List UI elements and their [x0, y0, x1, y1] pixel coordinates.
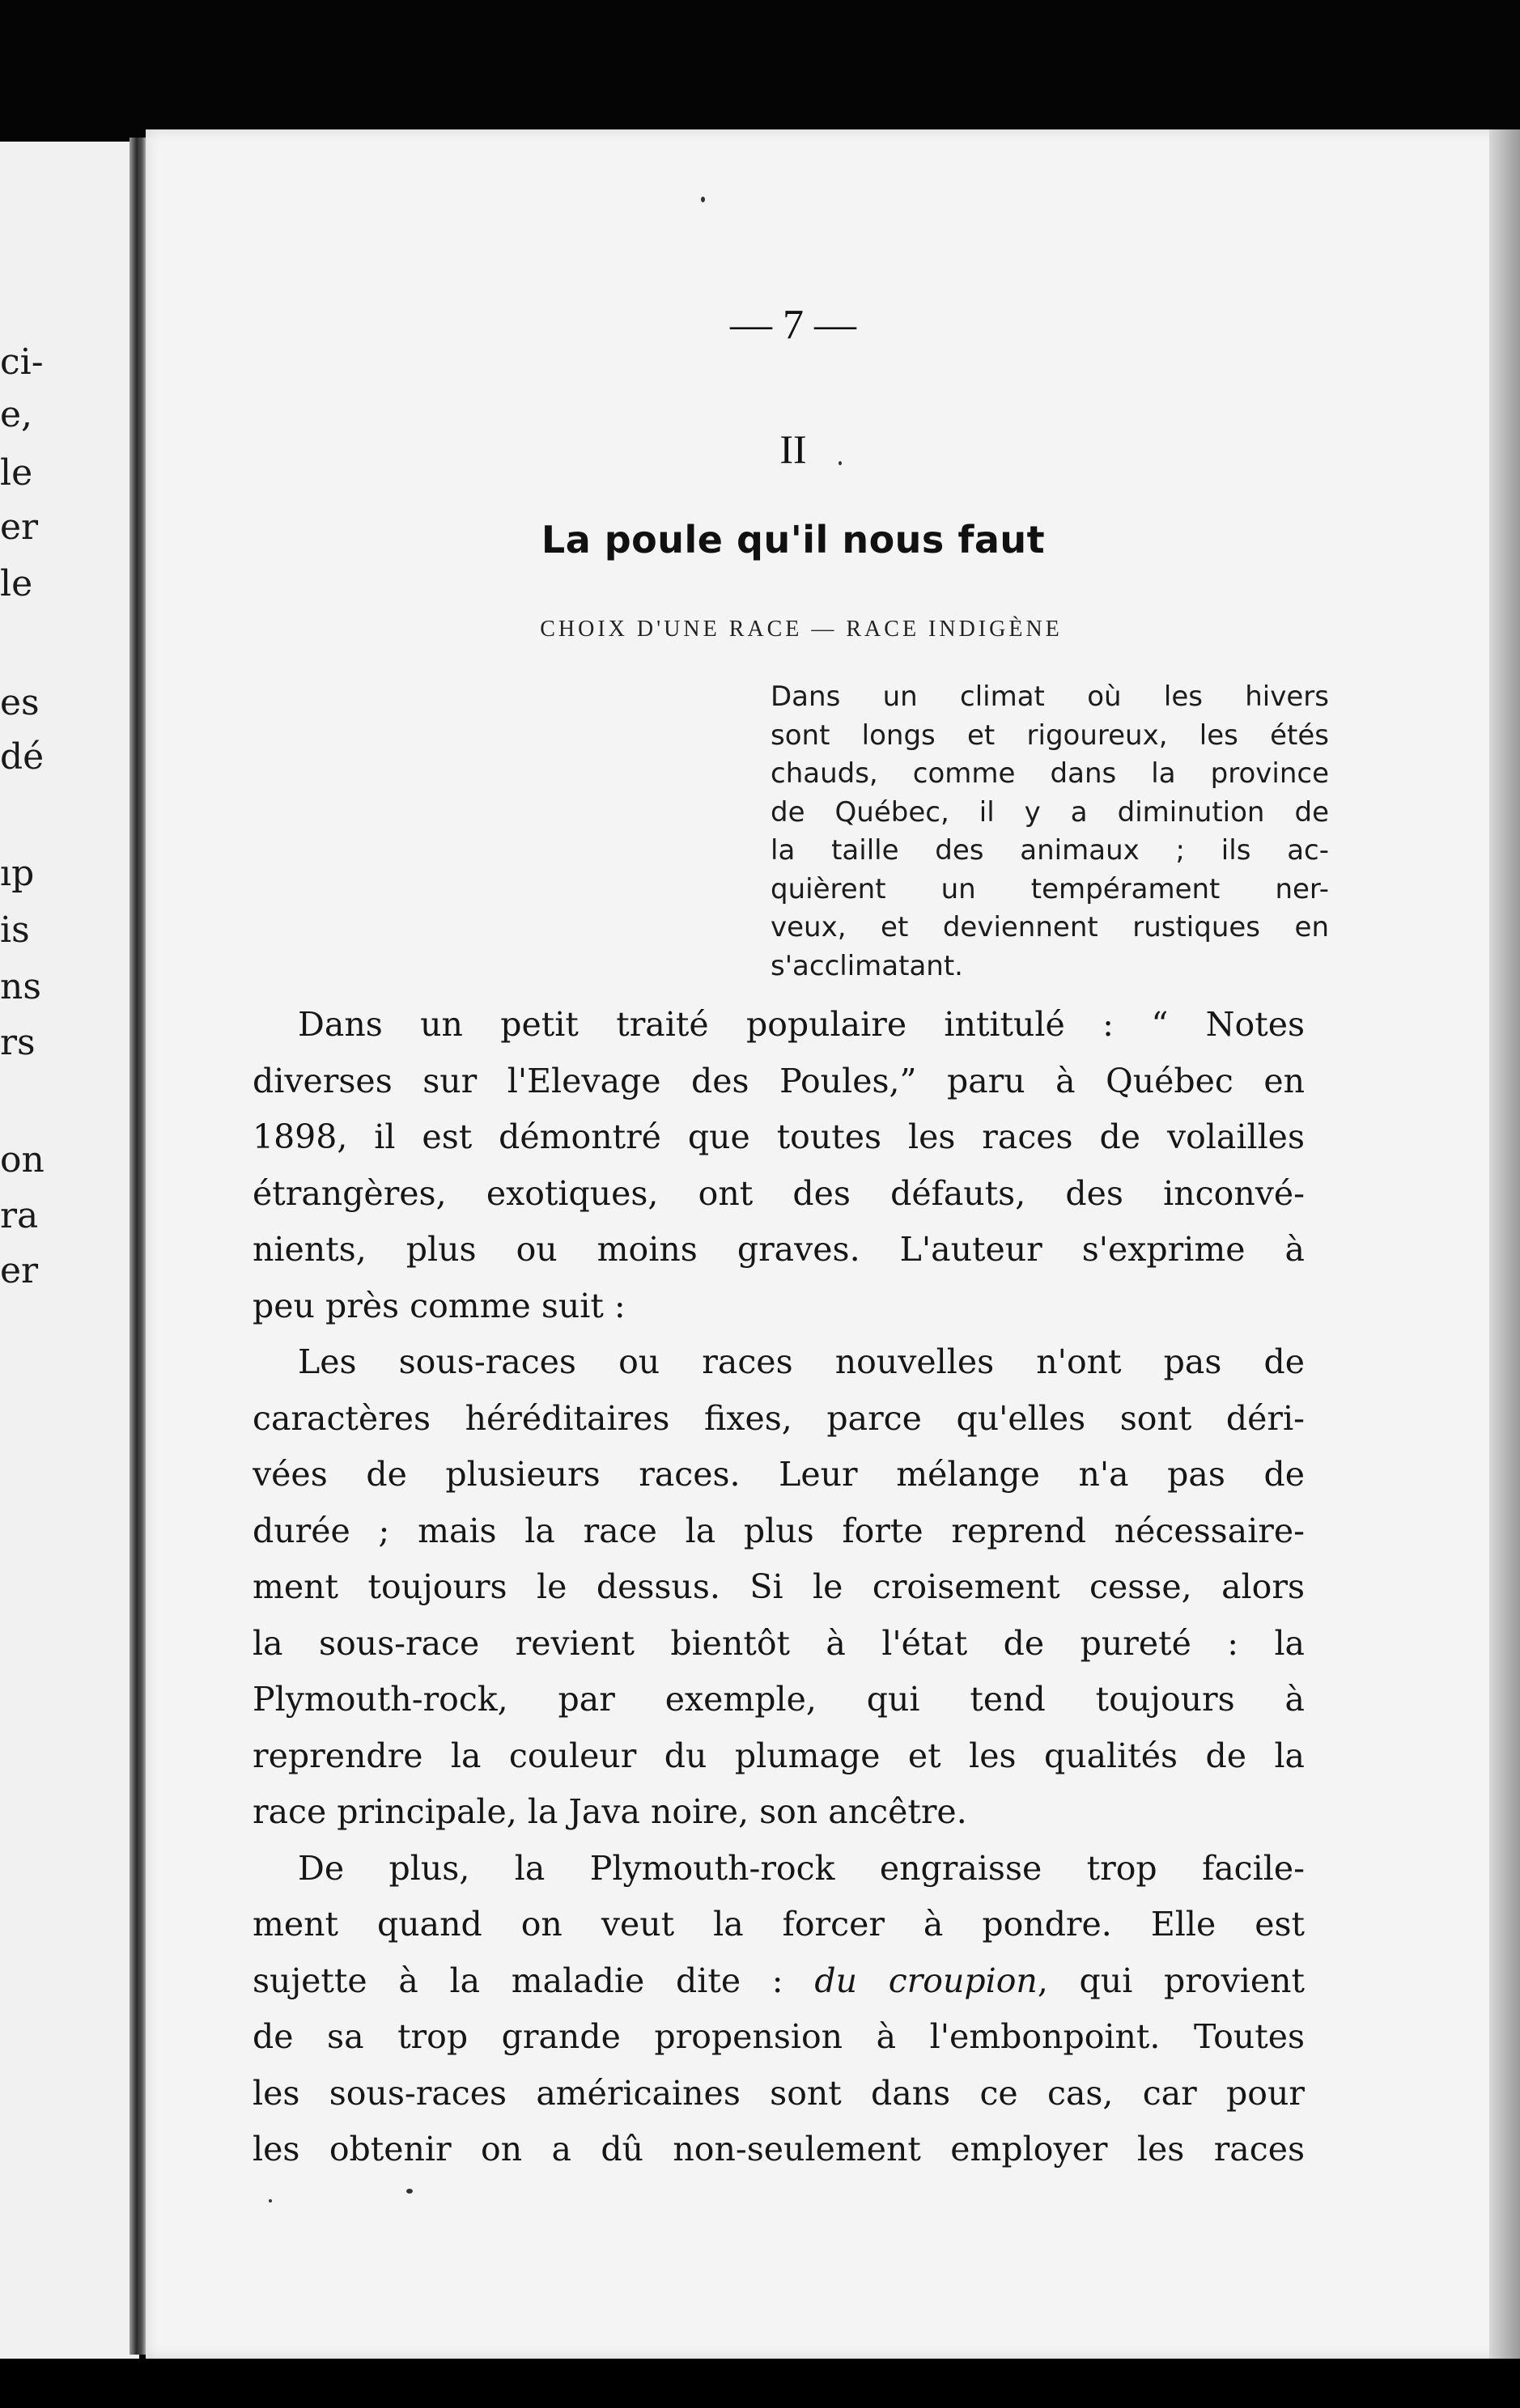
scan-bottom-margin	[0, 2359, 1520, 2408]
left-page-fragment: e,	[0, 394, 33, 435]
page-number: — 7 —	[730, 302, 856, 348]
book-gutter	[129, 138, 147, 2355]
epigraph-line: Dans un climat où les hivers	[771, 680, 1329, 713]
italic-term: du croupion	[814, 1961, 1038, 2000]
body-text-run: , qui provient	[1037, 1961, 1305, 2000]
body-line	[253, 1953, 1305, 2010]
body-line: caractères héréditaires fixes, parce qu'elles sont déri-	[253, 1398, 1305, 1438]
left-page-fragment: es	[0, 682, 40, 723]
left-page-fragment: ci-	[0, 341, 44, 383]
epigraph-line: sont longs et rigoureux, les étés	[771, 719, 1329, 752]
left-page-fragment: ra	[0, 1195, 39, 1236]
body-line: la sous-race revient bientôt à l'état de pureté : la	[253, 1623, 1305, 1663]
page-right-edge	[1489, 129, 1520, 2359]
body-line: vées de plusieurs races. Leur mélange n'a pas de	[253, 1455, 1305, 1494]
epigraph-line: quièrent un tempérament ner-	[771, 872, 1329, 905]
body-line: ment quand on veut la forcer à pondre. Elle est	[253, 1905, 1305, 1944]
scan-speck	[701, 197, 705, 202]
left-page-fragment: dé	[0, 736, 45, 778]
body-text-run: sujette à la maladie dite :	[253, 1961, 815, 2000]
left-page-fragment: ns	[0, 966, 41, 1007]
chapter-numeral: II	[779, 426, 807, 472]
epigraph-line: veux, et deviennent rustiques en	[771, 911, 1329, 943]
body-line: Les sous-races ou races nouvelles n'ont pas de	[298, 1342, 1305, 1381]
left-page-fragment: le	[0, 452, 33, 494]
body-line: peu près comme suit :	[253, 1286, 626, 1325]
epigraph-line: de Québec, il y a diminution de	[771, 795, 1329, 829]
body-line: Dans un petit traité populaire intitulé : “ Notes	[298, 1005, 1305, 1044]
chapter-title: La poule qu'il nous faut	[541, 518, 1046, 562]
body-line: les sous-races américaines sont dans ce cas, car pour	[253, 2073, 1305, 2113]
left-page-fragment: is	[0, 909, 30, 951]
body-line: 1898, il est démontré que toutes les races de volailles	[253, 1117, 1305, 1156]
epigraph-line: la taille des animaux ; ils ac-	[771, 834, 1329, 867]
epigraph-line: s'acclimatant.	[771, 949, 963, 982]
body-line: ment toujours le dessus. Si le croisement cesse, alors	[253, 1567, 1305, 1606]
scan-speck	[269, 2199, 272, 2202]
body-line: reprendre la couleur du plumage et les qualités de la	[253, 1736, 1305, 1775]
left-page-fragment: ıp	[0, 853, 35, 894]
body-line: De plus, la Plymouth-rock engraisse trop facile-	[298, 1848, 1305, 1888]
epigraph-line: chauds, comme dans la province	[771, 757, 1329, 790]
scan-speck	[839, 461, 842, 465]
left-page-fragment: er	[0, 507, 39, 548]
body-line: durée ; mais la race la plus forte reprend nécessaire-	[253, 1511, 1305, 1550]
body-line: étrangères, exotiques, ont des défauts, des inconvé-	[253, 1173, 1305, 1213]
left-page-fragment: on	[0, 1139, 45, 1181]
body-line: race principale, la Java noire, son ancêtre.	[253, 1792, 967, 1831]
left-page-fragment: le	[0, 563, 33, 604]
chapter-subtitle: CHOIX D'UNE RACE — RACE INDIGÈNE	[540, 617, 1063, 642]
left-page-fragment: rs	[0, 1022, 36, 1063]
body-text	[253, 997, 1305, 2178]
left-page-fragment: er	[0, 1250, 39, 1291]
body-line: diverses sur l'Elevage des Poules,” paru à Québec en	[253, 1061, 1305, 1100]
epigraph	[771, 678, 1329, 986]
scan-speck	[406, 2189, 413, 2194]
body-line: Plymouth-rock, par exemple, qui tend toujours à	[253, 1680, 1305, 1719]
body-line: nients, plus ou moins graves. L'auteur s'exprime à	[253, 1230, 1305, 1269]
body-line: de sa trop grande propension à l'embonpoint. Toutes	[253, 2017, 1305, 2056]
scan-top-margin	[0, 0, 1520, 142]
left-page-edge	[0, 142, 139, 2359]
body-line: les obtenir on a dû non-seulement employer les races	[253, 2130, 1305, 2168]
